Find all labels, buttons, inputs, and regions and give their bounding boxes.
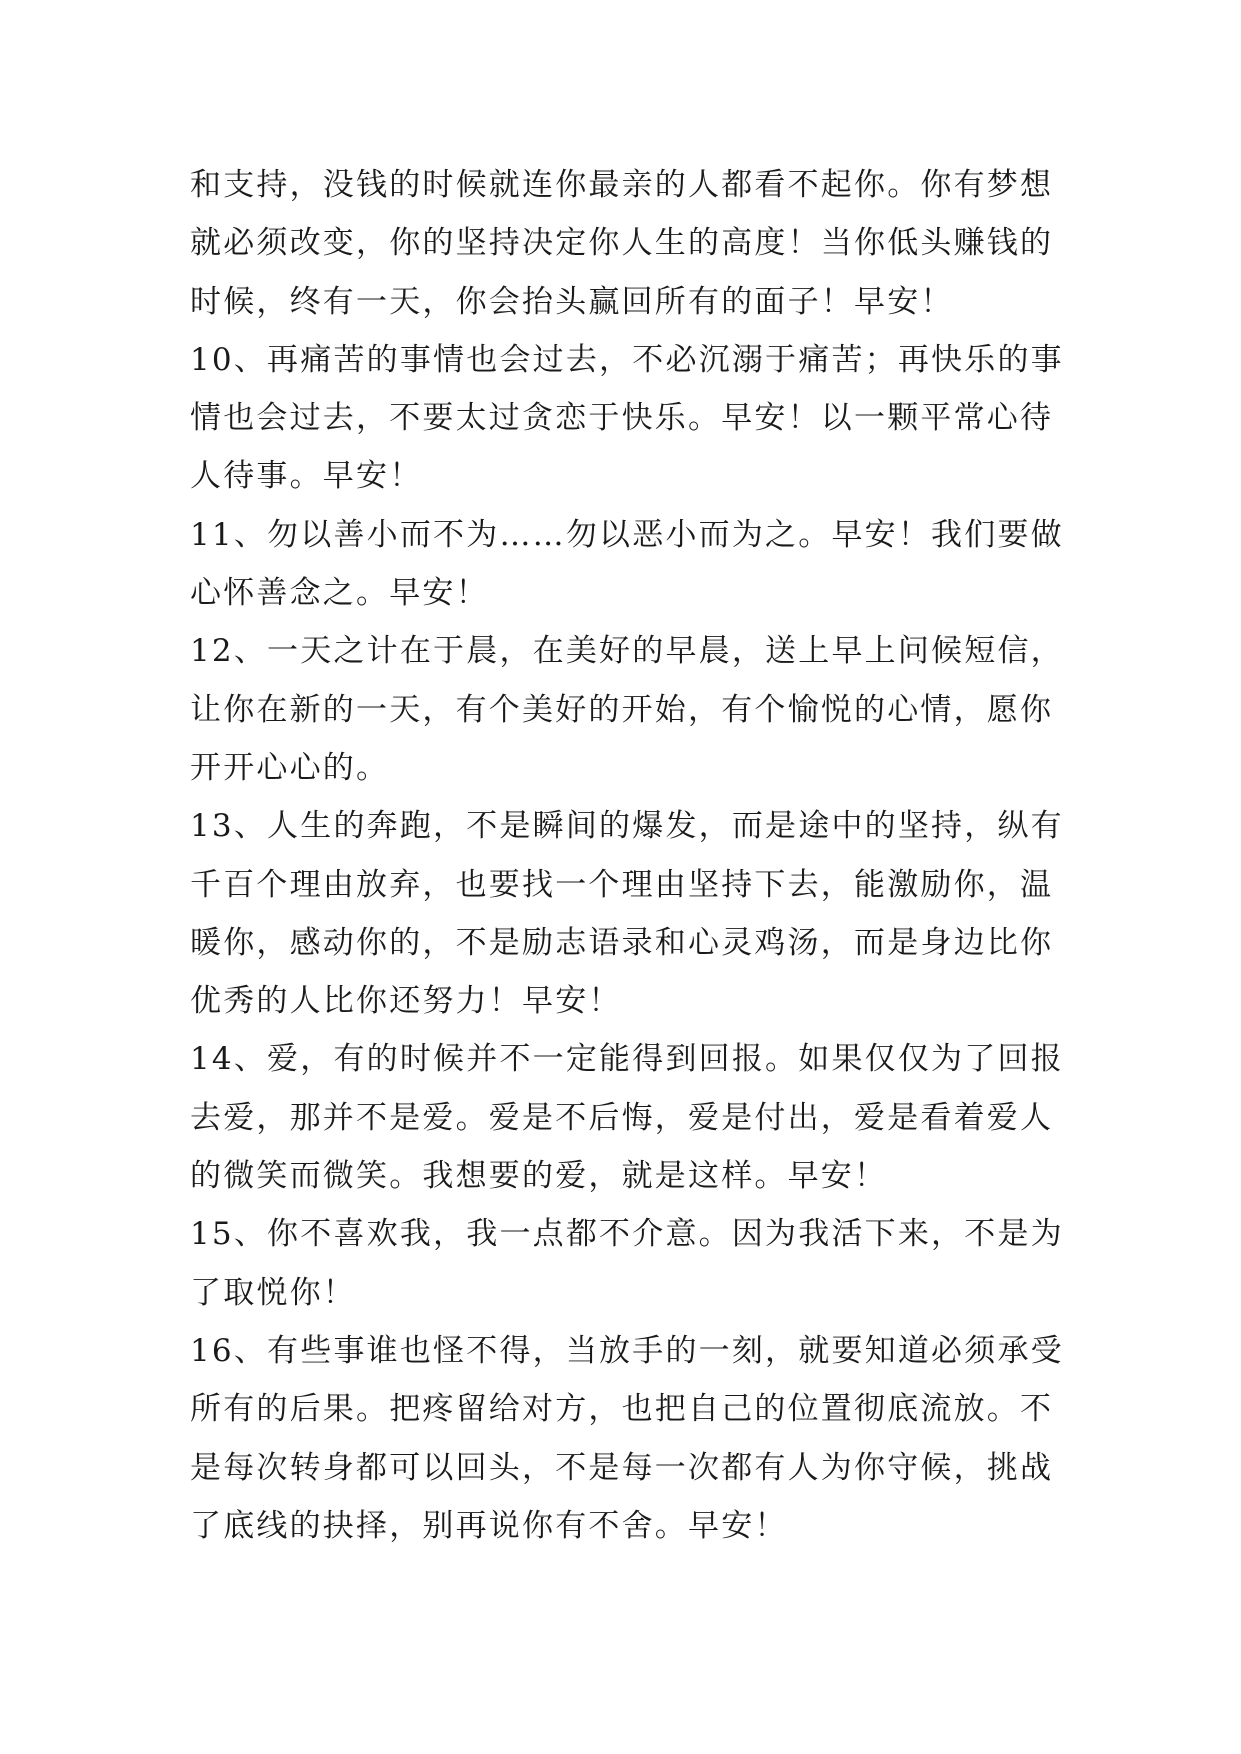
text-line: 12、一天之计在于晨，在美好的早晨，送上早上问候短信， [190, 633, 1064, 670]
text-line: 了取悦你！ [190, 1274, 356, 1311]
text-line: 13、人生的奔跑，不是瞬间的爆发，而是途中的坚持，纵有 [190, 808, 1064, 845]
text-line: 心怀善念之。早安！ [190, 575, 489, 612]
text-line: 优秀的人比你还努力！早安！ [190, 983, 622, 1020]
text-line: 14、爱，有的时候并不一定能得到回报。如果仅仅为了回报 [190, 1041, 1064, 1078]
text-line: 了底线的抉择，别再说你有不舍。早安！ [190, 1507, 788, 1544]
text-line: 情也会过去，不要太过贪恋于快乐。早安！以一颗平常心待 [190, 400, 1054, 437]
text-line: 千百个理由放弃，也要找一个理由坚持下去，能激励你，温 [190, 866, 1054, 903]
text-line: 人待事。早安！ [190, 458, 423, 495]
text-line: 开开心心的。 [190, 749, 390, 786]
text-line: 10、再痛苦的事情也会过去，不必沉溺于痛苦；再快乐的事 [190, 341, 1064, 378]
text-line: 和支持，没钱的时候就连你最亲的人都看不起你。你有梦想 [190, 167, 1054, 203]
text-line: 15、你不喜欢我，我一点都不介意。因为我活下来，不是为 [190, 1216, 1064, 1253]
text-line: 时候，终有一天，你会抬头赢回所有的面子！早安！ [190, 283, 954, 320]
text-line: 16、有些事谁也怪不得，当放手的一刻，就要知道必须承受 [190, 1332, 1064, 1369]
text-line: 是每次转身都可以回头，不是每一次都有人为你守候，挑战 [190, 1449, 1054, 1486]
document-body [190, 156, 1064, 1555]
text-line: 的微笑而微笑。我想要的爱，就是这样。早安！ [190, 1158, 888, 1195]
text-line: 暖你，感动你的，不是励志语录和心灵鸡汤，而是身边比你 [190, 924, 1054, 961]
text-line: 去爱，那并不是爱。爱是不后悔，爱是付出，爱是看着爱人 [190, 1099, 1054, 1136]
text-line: 所有的后果。把疼留给对方，也把自己的位置彻底流放。不 [190, 1391, 1054, 1428]
text-line: 让你在新的一天，有个美好的开始，有个愉悦的心情，愿你 [190, 691, 1054, 728]
text-line: 就必须改变，你的坚持决定你人生的高度！当你低头赚钱的 [190, 225, 1054, 262]
text-line: 11、勿以善小而不为……勿以恶小而为之。早安！我们要做 [190, 516, 1064, 553]
